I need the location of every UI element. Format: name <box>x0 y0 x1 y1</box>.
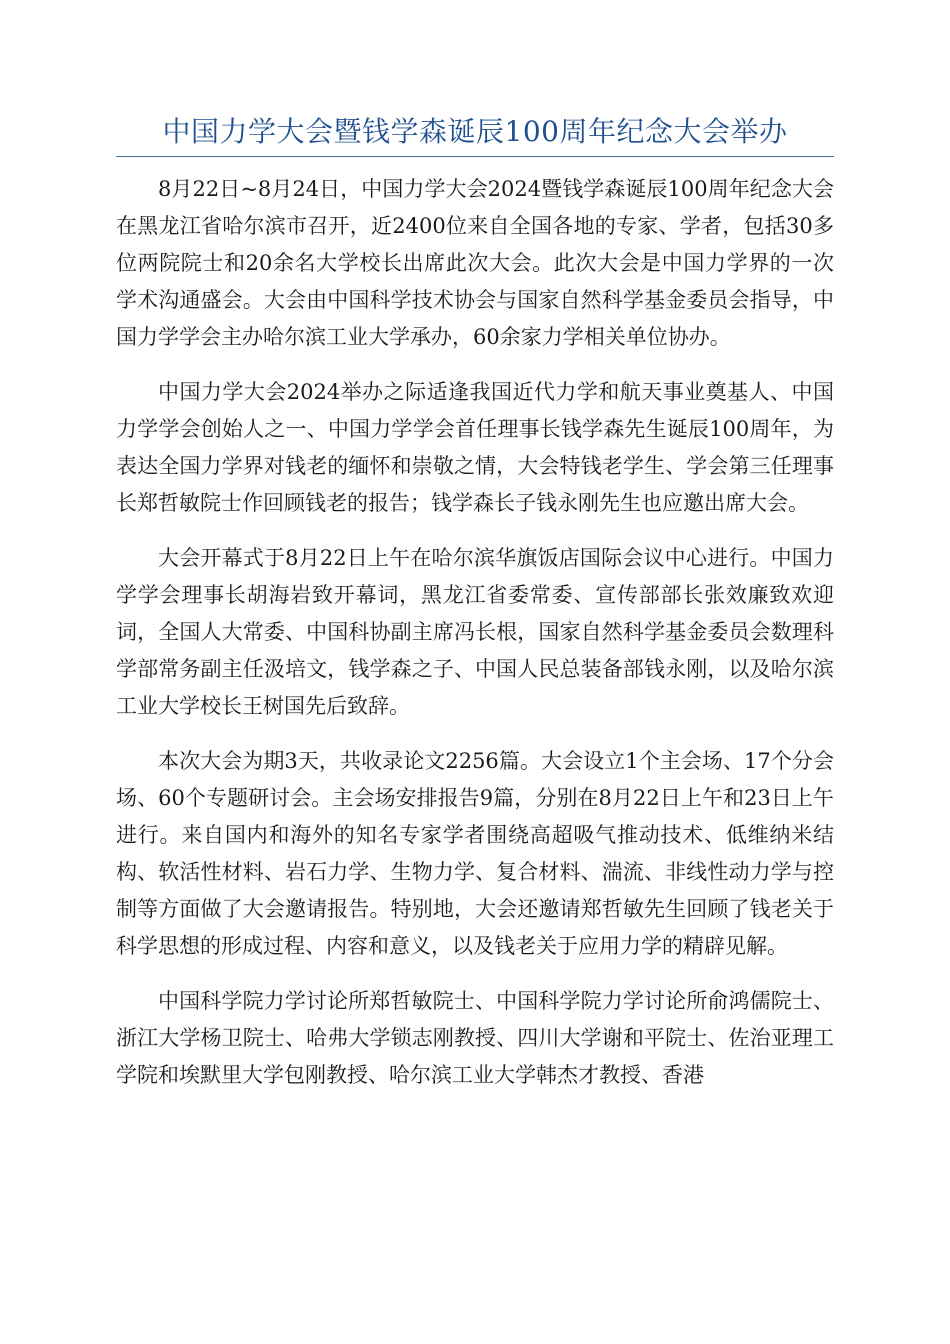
paragraph-5: 中国科学院力学讨论所郑哲敏院士、中国科学院力学讨论所俞鸿儒院士、浙江大学杨卫院士、哈弗大学锁志刚教授、四川大学谢和平院士、佐治亚理工学院和埃默里大学包刚教授、哈尔滨工业大学韩杰才教授、香港 <box>116 989 834 1087</box>
page-title: 中国力学大会暨钱学森诞辰100周年纪念大会举办 <box>162 115 788 148</box>
paragraph-4: 本次大会为期3天，共收录论文2256篇。大会设立1个主会场、17个分会场、60个专题研讨会。主会场安排报告9篇，分别在8月22日上午和23日上午进行。来自国内和海外的知名专家学者围绕高超吸气推动技术、低维纳米结构、软活性材料、岩石力学、生物力学、复合材料、湍流、非线性动力学与控制等方面做了大会邀请报告。特别地，大会还邀请郑哲敏先生回顾了钱老关于科学思想的形成过程、内容和意义，以及钱老关于应用力学的精辟见解。 <box>116 749 834 958</box>
title-block <box>116 112 834 157</box>
article-body <box>116 171 834 1112</box>
paragraph-3: 大会开幕式于8月22日上午在哈尔滨华旗饭店国际会议中心进行。中国力学学会理事长胡海岩致开幕词，黑龙江省委常委、宣传部部长张效廉致欢迎词，全国人大常委、中国科协副主席冯长根，国家自然科学基金委员会数理科学部常务副主任汲培文，钱学森之子、中国人民总装备部钱永刚，以及哈尔滨工业大学校长王树国先后致辞。 <box>116 546 834 718</box>
paragraph-1: 8月22日~8月24日，中国力学大会2024暨钱学森诞辰100周年纪念大会在黑龙江省哈尔滨市召开，近2400位来自全国各地的专家、学者，包括30多位两院院士和20余名大学校长出席此次大会。此次大会是中国力学界的一次学术沟通盛会。大会由中国科学技术协会与国家自然科学基金委员会指导，中国力学学会主办哈尔滨工业大学承办，60余家力学相关单位协办。 <box>116 177 834 349</box>
paragraph-2: 中国力学大会2024举办之际适逢我国近代力学和航天事业奠基人、中国力学学会创始人之一、中国力学学会首任理事长钱学森先生诞辰100周年，为表达全国力学界对钱老的缅怀和崇敬之情，大会特钱老学生、学会第三任理事长郑哲敏院士作回顾钱老的报告；钱学森长子钱永刚先生也应邀出席大会。 <box>116 380 834 515</box>
